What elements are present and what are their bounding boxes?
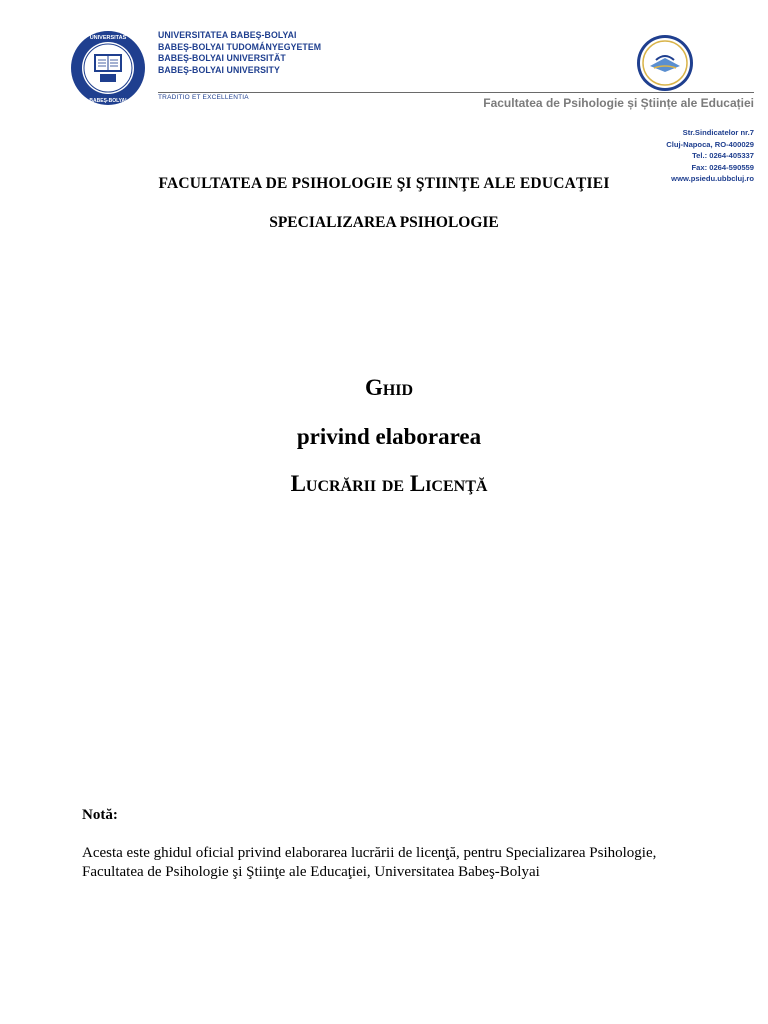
svg-text:BABEŞ-BOLYAI: BABEŞ-BOLYAI <box>89 98 127 104</box>
contact-phone: Tel.: 0264-405337 <box>692 151 754 161</box>
faculty-logo <box>636 34 694 92</box>
university-name-de: BABEŞ-BOLYAI UNIVERSITÄT <box>158 53 286 64</box>
guide-title-line3: Lucrării de Licenţă <box>290 471 488 496</box>
contact-address: Str.Sindicatelor nr.7 <box>682 128 754 137</box>
university-motto: TRADITIO ET EXCELLENTIA <box>158 94 249 101</box>
guide-title-line1: Ghid <box>364 375 414 400</box>
university-seal-logo <box>70 30 146 106</box>
university-name-en: BABEŞ-BOLYAI UNIVERSITY <box>158 64 280 76</box>
university-name-ro: UNIVERSITATEA BABEŞ-BOLYAI <box>158 30 297 41</box>
contact-website: www.psiedu.ubbcluj.ro <box>671 174 754 184</box>
svg-text:UNIVERSITAS: UNIVERSITAS <box>89 35 127 41</box>
faculty-title: FACULTATEA DE PSIHOLOGIE ŞI ŞTIINŢE ALE EDUCAŢIEI <box>158 175 610 192</box>
contact-fax: Fax: 0264-590559 <box>691 162 754 172</box>
university-names <box>158 30 321 76</box>
contact-city: Cluj-Napoca, RO-400029 <box>666 139 754 149</box>
header-divider <box>158 92 754 93</box>
university-name-hu: BABEŞ-BOLYAI TUDOMÁNYEGYETEM <box>158 41 322 53</box>
faculty-header-name: Facultatea de Psihologie și Științe ale Educației <box>483 96 754 110</box>
note-body: Acesta este ghidul oficial privind elaborarea lucrării de licenţă, pentru Specializarea Psihologie, Facultatea de Psihologie şi Ştiinţe ale Educaţiei, Universitatea Babeş-Bolyai <box>82 845 657 880</box>
guide-title-line2: privind elaborarea <box>296 424 482 449</box>
note-heading: Notă: <box>82 807 118 823</box>
specialization-title: SPECIALIZAREA PSIHOLOGIE <box>269 214 499 231</box>
